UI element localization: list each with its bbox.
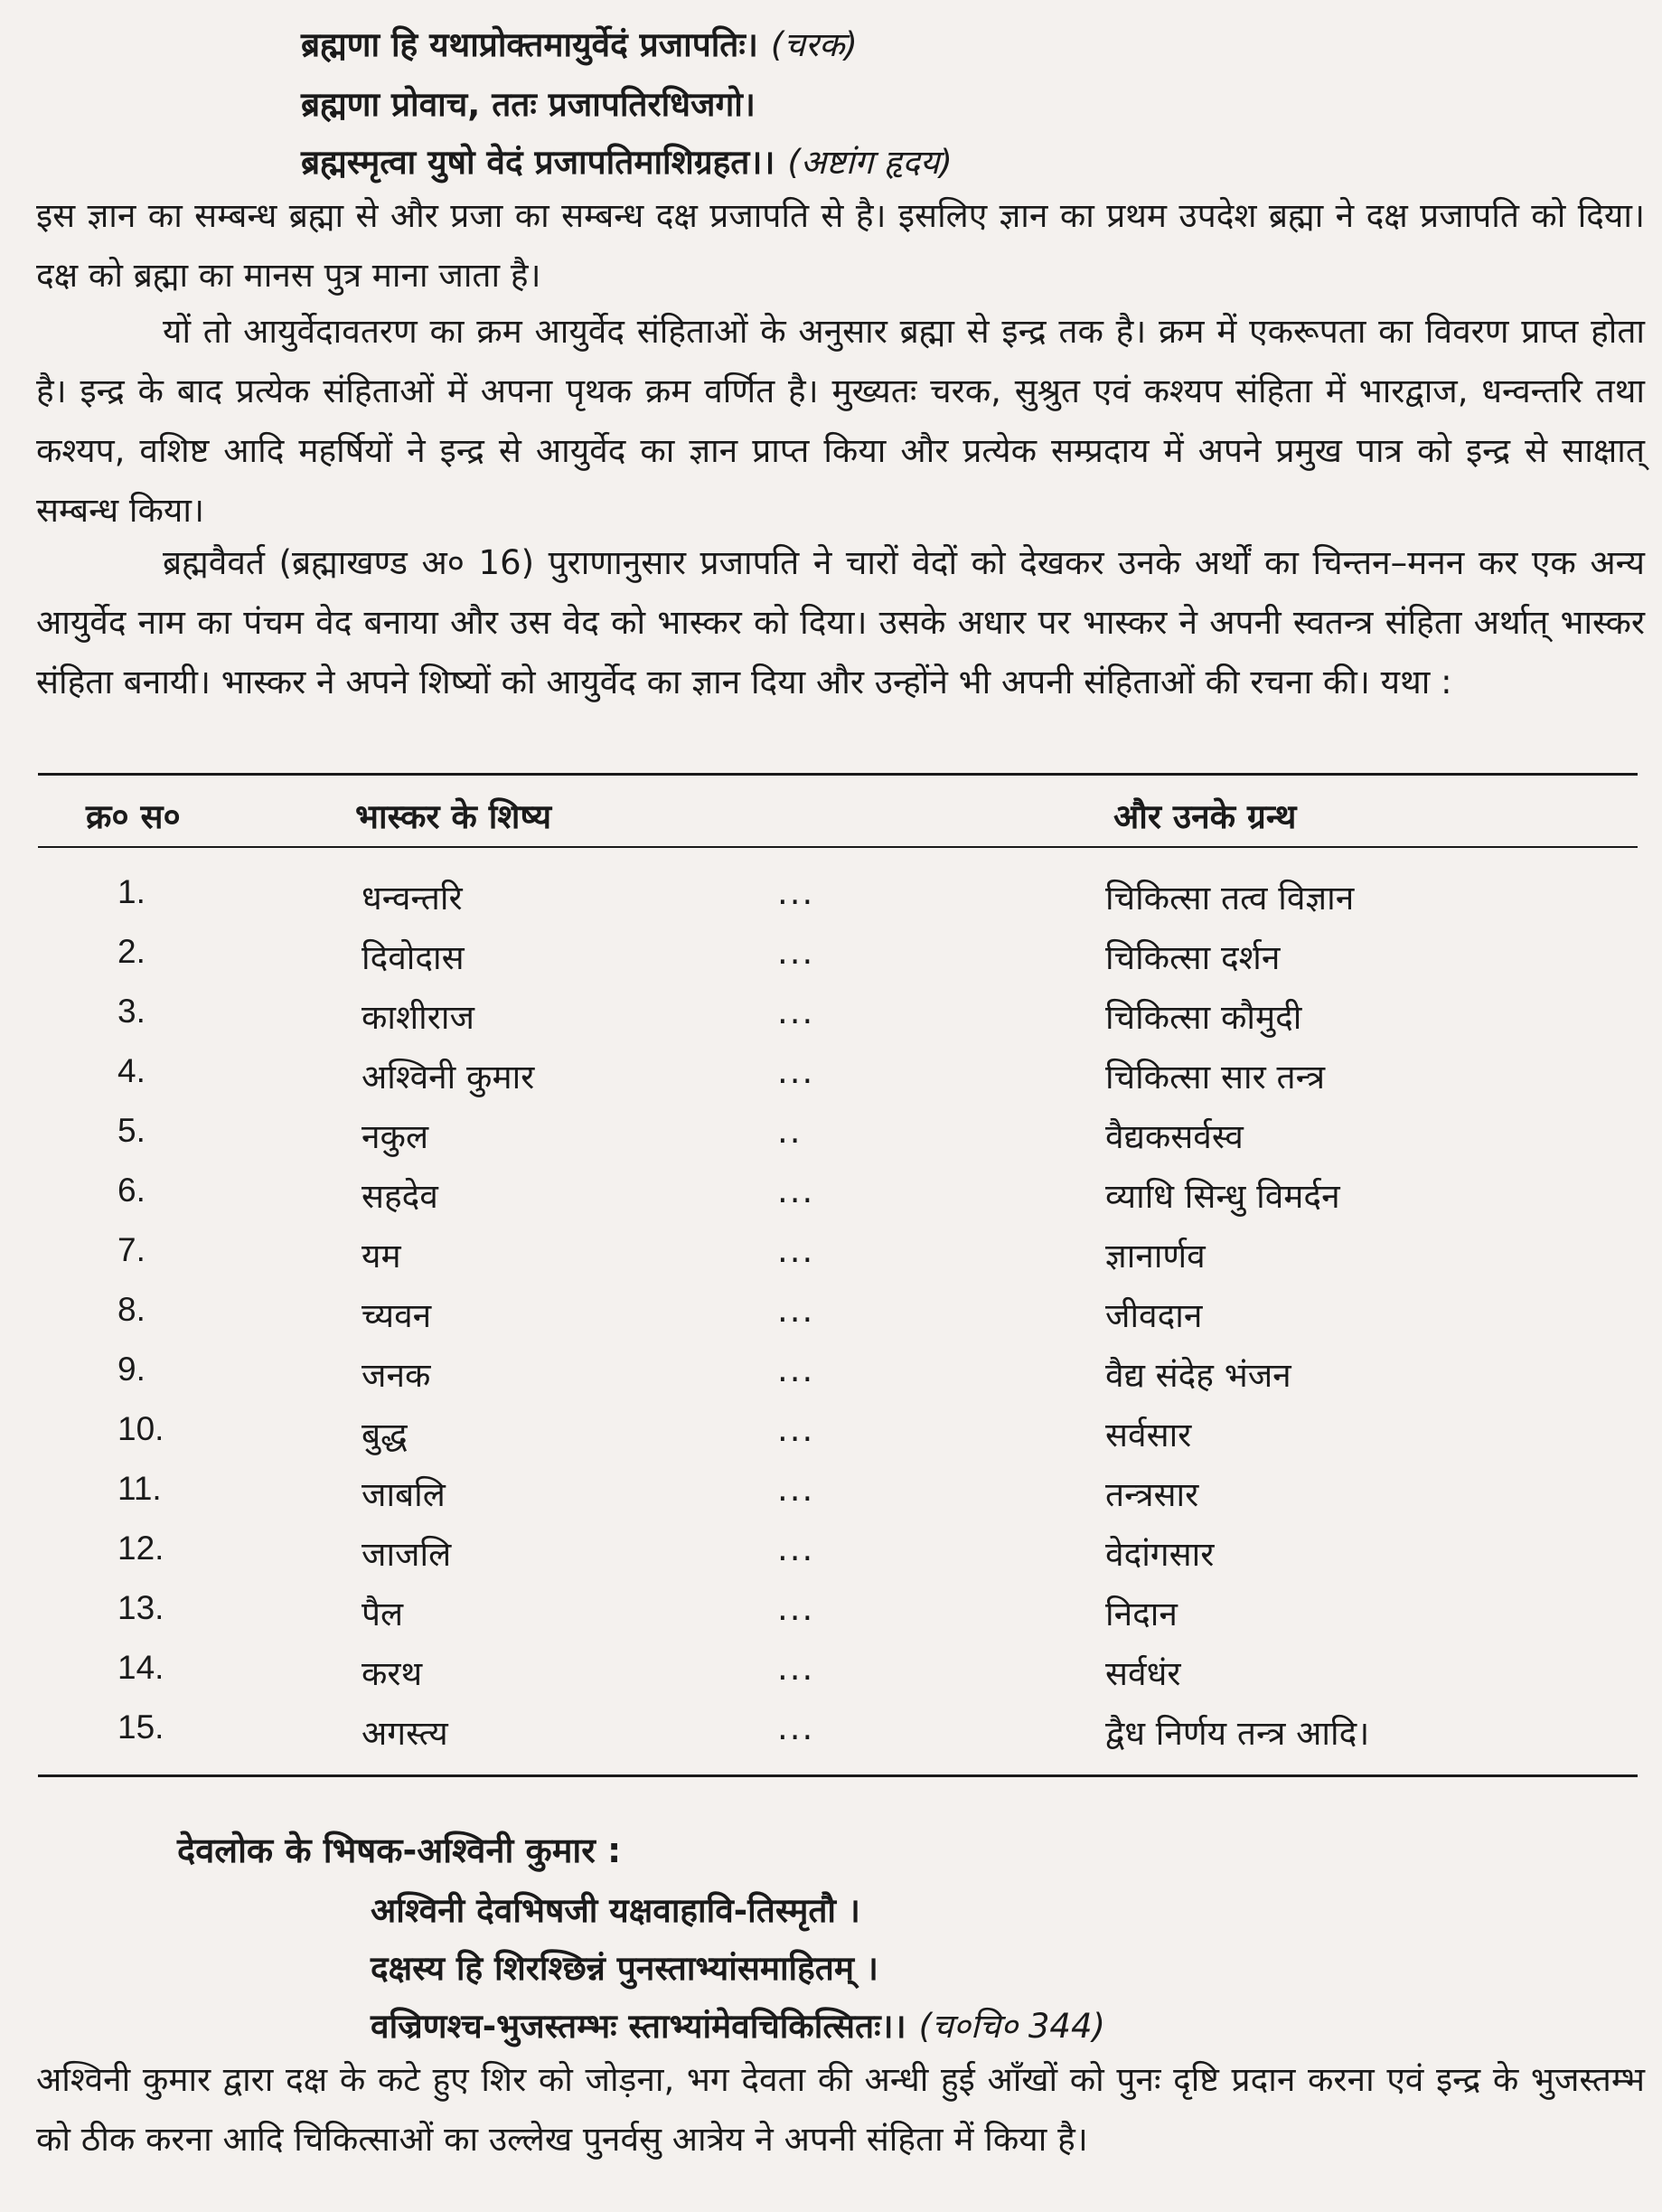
row-leader: ...	[777, 933, 815, 972]
book-title: चिकित्सा सार तन्त्र	[1105, 1058, 1326, 1097]
book-title: व्याधि सिन्धु विमर्दन	[1105, 1177, 1340, 1216]
table-row	[0, 1649, 1662, 1708]
disciple-name: जाजलि	[362, 1535, 452, 1574]
row-number: 7.	[117, 1231, 146, 1268]
table-header-rule	[38, 846, 1638, 848]
verse-line-1	[301, 20, 858, 66]
row-number: 12.	[117, 1530, 164, 1567]
table-row	[0, 1231, 1662, 1291]
row-leader: ..	[777, 1112, 803, 1151]
disciple-name: नकुल	[362, 1117, 429, 1156]
row-number: 13.	[117, 1589, 164, 1626]
table-row	[0, 1530, 1662, 1589]
row-number: 11.	[117, 1470, 162, 1507]
table-row	[0, 933, 1662, 993]
row-leader: ...	[777, 1291, 815, 1330]
book-title: चिकित्सा तत्व विज्ञान	[1105, 879, 1355, 918]
book-title: द्वैध निर्णय तन्त्र आदि।	[1105, 1714, 1370, 1753]
table-row	[0, 1291, 1662, 1351]
table-row	[0, 993, 1662, 1052]
table-row	[0, 873, 1662, 933]
paragraph-1: इस ज्ञान का सम्बन्ध ब्रह्मा से और प्रजा का सम्बन्ध दक्ष प्रजापति से है। इसलिए ज्ञान का प्रथम उपदेश ब्रह्मा ने दक्ष प्रजापति को दिया। दक्ष को ब्रह्मा का मानस पुत्र माना जाता है।	[36, 196, 1645, 295]
table-header-disciple: भास्कर के शिष्य	[355, 797, 552, 836]
book-title: चिकित्सा दर्शन	[1105, 938, 1281, 977]
verse-text: दक्षस्य हि शिरश्छिन्नं पुनस्ताभ्यांसमाहितम् ।	[371, 1949, 878, 1988]
book-title: निदान	[1105, 1595, 1178, 1633]
row-leader: ...	[777, 1708, 815, 1747]
row-number: 3.	[117, 993, 146, 1030]
verse-source: (चरक)	[770, 25, 858, 64]
table-row	[0, 1052, 1662, 1112]
row-leader: ...	[777, 1052, 815, 1091]
table-row	[0, 1589, 1662, 1649]
book-title: सर्वधंर	[1105, 1654, 1181, 1693]
verse-line-3	[301, 137, 953, 184]
table-row	[0, 1410, 1662, 1470]
book-title: चिकित्सा कौमुदी	[1105, 998, 1302, 1037]
book-title: तन्त्रसार	[1105, 1475, 1199, 1514]
row-number: 10.	[117, 1410, 164, 1447]
verse-text: ब्रह्मणा प्रोवाच, ततः प्रजापतिरधिजगो।	[301, 85, 756, 124]
paragraph-4: अश्विनी कुमार द्वारा दक्ष के कटे हुए शिर को जोड़ना, भग देवता की अन्धी हुई आँखों को पुनः दृष्टि प्रदान करना एवं इन्द्र के भुजस्तम्भ को ठीक करना आदि चिकित्साओं का उल्लेख पुनर्वसु आत्रेय ने अपनी संहिता में किया है।	[36, 2060, 1645, 2159]
disciple-name: जाबलि	[362, 1475, 446, 1514]
disciple-name: च्यवन	[362, 1296, 432, 1335]
table-row	[0, 1351, 1662, 1410]
row-number: 15.	[117, 1708, 164, 1746]
table-bottom-rule	[38, 1774, 1638, 1777]
row-leader: ...	[777, 1530, 815, 1568]
row-leader: ...	[777, 993, 815, 1031]
verse-text: अश्विनी देवभिषजी यक्षवाहावि-तिस्मृतौ ।	[371, 1891, 860, 1930]
verse-line-4	[371, 1886, 860, 1932]
table-row	[0, 1470, 1662, 1530]
row-leader: ...	[777, 873, 815, 912]
disciple-name: दिवोदास	[362, 938, 465, 977]
section-heading: देवलोक के भिषक-अश्विनी कुमार :	[177, 1831, 622, 1870]
disciple-name: यम	[362, 1237, 401, 1275]
verse-source: (च०चि० 344)	[918, 2007, 1105, 2046]
verse-line-2	[301, 80, 756, 126]
table-header-serial: क्र० स०	[86, 797, 181, 836]
row-number: 4.	[117, 1052, 146, 1089]
disciple-name: अगस्त्य	[362, 1714, 448, 1753]
disciple-name: धन्वन्तरि	[362, 879, 463, 918]
book-title: ज्ञानार्णव	[1105, 1237, 1206, 1275]
row-leader: ...	[777, 1589, 815, 1628]
row-number: 1.	[117, 873, 146, 910]
disciple-name: सहदेव	[362, 1177, 438, 1216]
table-header-book: और उनके ग्रन्थ	[1113, 797, 1297, 836]
disciple-name: करथ	[362, 1654, 423, 1693]
table-row	[0, 1172, 1662, 1231]
row-leader: ...	[777, 1470, 815, 1509]
row-leader: ...	[777, 1649, 815, 1688]
row-number: 2.	[117, 933, 146, 970]
row-leader: ...	[777, 1231, 815, 1270]
row-number: 6.	[117, 1172, 146, 1209]
row-number: 14.	[117, 1649, 164, 1686]
book-title: वैद्य संदेह भंजन	[1105, 1356, 1291, 1395]
paragraph-3: ब्रह्मवैवर्त (ब्रह्माखण्ड अ० 16) पुराणानुसार प्रजापति ने चारों वेदों को देखकर उनके अर्थों का चिन्तन–मनन कर एक अन्य आयुर्वेद नाम का पंचम वेद बनाया और उस वेद को भास्कर को दिया। उसके अधार पर भास्कर ने अपनी स्वतन्त्र संहिता अर्थात् भास्कर संहिता बनायी। भास्कर ने अपने शिष्यों को आयुर्वेद का ज्ञान दिया और उन्होंने भी अपनी संहिताओं की रचना की। यथा :	[36, 543, 1645, 701]
row-leader: ...	[777, 1172, 815, 1210]
verse-line-5	[371, 1944, 878, 1990]
verse-line-6	[371, 2001, 1105, 2047]
row-number: 8.	[117, 1291, 146, 1328]
book-title: वेदांगसार	[1105, 1535, 1215, 1574]
table-top-rule	[38, 773, 1638, 776]
disciple-name: बुद्ध	[362, 1416, 408, 1454]
verse-text: ब्रह्मस्मृत्वा युषो वेदं प्रजापतिमाशिग्रहत।।	[301, 143, 775, 182]
table-row	[0, 1708, 1662, 1768]
verse-text: वज्रिणश्च-भुजस्तम्भः स्ताभ्यांमेवचिकित्सितः।।	[371, 2007, 906, 2046]
row-leader: ...	[777, 1351, 815, 1389]
table-row	[0, 1112, 1662, 1172]
disciple-name: काशीराज	[362, 998, 474, 1037]
book-title: जीवदान	[1105, 1296, 1203, 1335]
paragraph-2: यों तो आयुर्वेदावतरण का क्रम आयुर्वेद संहिताओं के अनुसार ब्रह्मा से इन्द्र तक है। क्रम में एकरूपता का विवरण प्राप्त होता है। इन्द्र के बाद प्रत्येक संहिताओं में अपना पृथक क्रम वर्णित है। मुख्यतः चरक, सुश्रुत एवं कश्यप संहिता में भारद्वाज, धन्वन्तरि तथा कश्यप, वशिष्ट आदि महर्षियों ने इन्द्र से आयुर्वेद का ज्ञान प्राप्त किया और प्रत्येक सम्प्रदाय में अपने प्रमुख पात्र को इन्द्र से साक्षात् सम्बन्ध किया।	[36, 312, 1645, 530]
disciple-name: अश्विनी कुमार	[362, 1058, 535, 1097]
verse-source: (अष्टांग हृदय)	[787, 143, 953, 182]
verse-text: ब्रह्मणा हि यथाप्रोक्तमायुर्वेदं प्रजापतिः।	[301, 25, 758, 64]
row-number: 9.	[117, 1351, 146, 1388]
disciple-name: पैल	[362, 1595, 404, 1633]
book-title: सर्वसार	[1105, 1416, 1192, 1454]
book-title: वैद्यकसर्वस्व	[1105, 1117, 1244, 1156]
row-leader: ...	[777, 1410, 815, 1449]
disciple-name: जनक	[362, 1356, 431, 1395]
row-number: 5.	[117, 1112, 146, 1149]
